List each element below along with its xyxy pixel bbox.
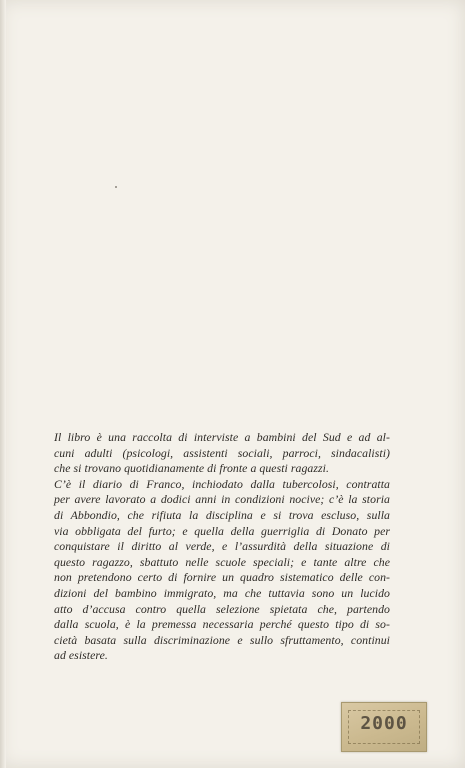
price-sticker <box>341 702 427 752</box>
blurb-line: C’è il diario di Franco, inchiodato dalla tubercolosi, contratta <box>54 476 390 491</box>
price-label: 2000 <box>360 713 408 734</box>
blurb-line: dizioni del bambino immigrato, ma che tuttavia sono un lucido <box>54 585 390 600</box>
paper-speck <box>115 186 117 188</box>
cover-spine-edge <box>0 0 6 768</box>
blurb-line: via obbligata del furto; e quella della guerriglia di Donato per <box>54 523 390 538</box>
blurb-line: cietà basata sulla discriminazione e sullo sfruttamento, continui <box>54 632 390 647</box>
blurb-line: questo ragazzo, sbattuto nelle scuole speciali; e tante altre che <box>54 554 390 569</box>
blurb-line: cuni adulti (psicologi, assistenti sociali, parroci, sindacalisti) <box>54 445 390 460</box>
blurb-line: Il libro è una raccolta di interviste a bambini del Sud e ad al- <box>54 430 390 444</box>
blurb-line: che si trovano quotidianamente di fronte a questi ragazzi. <box>54 461 329 476</box>
blurb-line: conquistare il diritto al verde, e l’assurdità della situazione di <box>54 539 390 554</box>
blurb-line: non pretendono certo di fornire un quadro sistematico delle con- <box>54 570 390 585</box>
blurb-text <box>54 430 390 664</box>
blurb-line: di Abbondio, che rifiuta la disciplina e si trova escluso, sulla <box>54 507 390 522</box>
blurb-line: dalla scuola, è la premessa necessaria perché questo tipo di so- <box>54 617 390 632</box>
blurb-line: atto d’accusa contro quella selezione spietata che, partendo <box>54 601 390 616</box>
blurb-line: per avere lavorato a dodici anni in condizioni nocive; c’è la storia <box>54 492 390 507</box>
blurb-line: ad esistere. <box>54 648 108 663</box>
